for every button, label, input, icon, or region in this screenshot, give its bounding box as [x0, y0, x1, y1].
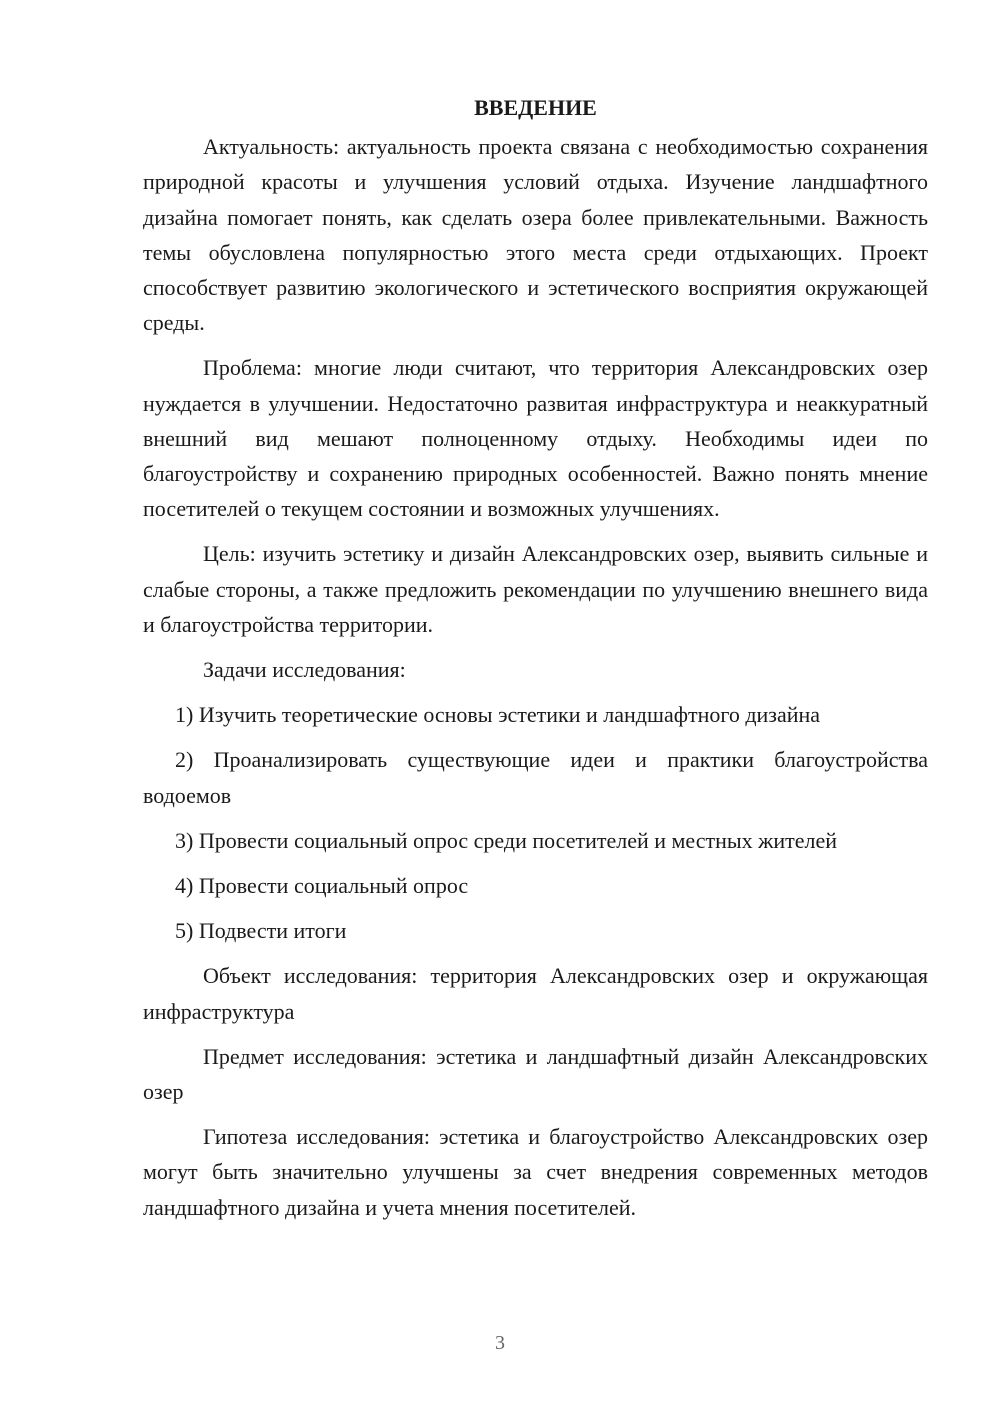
task-item-5: 5) Подвести итоги [175, 918, 347, 944]
task-item-1: 1) Изучить теоретические основы эстетики и ландшафтного дизайна [175, 702, 821, 728]
paragraph-tasks-heading: Задачи исследования: [203, 657, 406, 683]
task-item-2: 2) Проанализировать существующие идеи и практики благоустройства водоемов [143, 747, 928, 808]
section-title: ВВЕДЕНИЕ [474, 95, 597, 120]
paragraph-object: Объект исследования: территория Александровских озер и окружающая инфраструктура [143, 963, 928, 1024]
page-number: 3 [495, 1332, 505, 1354]
paragraph-problem: Проблема: многие люди считают, что территория Александровских озер нуждается в улучшении. Недостаточно развитая инфраструктура и неаккуратный внешний вид мешают полноценному отдыху. Необходимы идеи по благоустройству и сохранению природных особенностей. Важно понять мнение посетителей о текущем состоянии и возможных улучшениях. [143, 355, 928, 522]
task-item-4: 4) Провести социальный опрос [175, 873, 469, 899]
paragraph-goal: Цель: изучить эстетику и дизайн Александровских озер, выявить сильные и слабые стороны, а также предложить рекомендации по улучшению внешнего вида и благоустройства территории. [143, 541, 928, 637]
paragraph-relevance: Актуальность: актуальность проекта связана с необходимостью сохранения природной красоты и улучшения условий отдыха. Изучение ландшафтного дизайна помогает понять, как сделать озера более привлекательными. Важность темы обусловлена популярностью этого места среди отдыхающих. Проект способствует развитию экологического и эстетического восприятия окружающей среды. [143, 134, 928, 336]
task-item-3: 3) Провести социальный опрос среди посетителей и местных жителей [175, 827, 838, 853]
paragraph-hypothesis: Гипотеза исследования: эстетика и благоустройство Александровских озер могут быть значительно улучшены за счет внедрения современных методов ландшафтного дизайна и учета мнения посетителей. [143, 1124, 928, 1220]
document-page [143, 90, 928, 1235]
paragraph-subject: Предмет исследования: эстетика и ландшафтный дизайн Александровских озер [143, 1043, 928, 1105]
